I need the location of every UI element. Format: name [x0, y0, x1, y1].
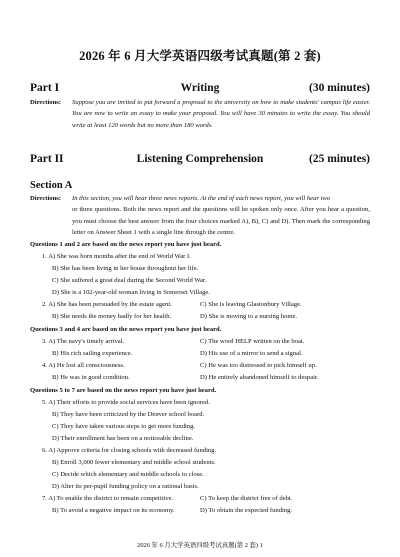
- q7-option-b: B) To avoid a negative impact on its economy.: [52, 507, 175, 514]
- q2-row-2: [30, 311, 392, 323]
- question-group-2-heading: Questions 3 and 4 are based on the news report you have just heard.: [30, 326, 222, 333]
- q1-option-b: B) She has been living in her house throughout her life.: [52, 265, 199, 272]
- part2-name: Listening Comprehension: [136, 153, 264, 165]
- q6-option-d: D) Alter its per-pupil funding policy on a rational basis.: [52, 483, 199, 490]
- q4-row-1: [30, 360, 382, 372]
- part1-directions: [30, 97, 370, 131]
- q2-option-a: 2. A) She has been persuaded by the estate agent.: [42, 301, 172, 308]
- q3-row-1: [30, 336, 382, 348]
- q5-option-d: D) Their enrollment has been on a noticeable decline.: [52, 435, 194, 442]
- q6-option-a: 6. A) Approve criteria for closing schools with decreased funding.: [42, 447, 217, 454]
- q1-option-d: D) She is a 102-year-old woman living in Somerset Village.: [52, 289, 210, 296]
- page-footer: 2026 年 6 月大学英语四级考试真题(第 2 套) 1: [137, 542, 263, 549]
- q2-option-d: D) She is moving to a nursing home.: [200, 313, 298, 320]
- section-a-label: Section A: [30, 180, 73, 191]
- document-title: 2026 年 6 月大学英语四级考试真题(第 2 套): [79, 49, 321, 63]
- q3-option-a: 3. A) The navy's timely arrival.: [42, 338, 125, 345]
- q1-option-c: C) She suffered a great deal during the Second World War.: [52, 277, 207, 284]
- q3-option-c: C) The word HELP written on the boat.: [200, 338, 305, 345]
- q6-option-b: B) Enroll 3,000 fewer elementary and middle school students.: [52, 459, 216, 466]
- part1-label: Part I: [30, 82, 60, 94]
- part1-time: (30 minutes): [308, 82, 370, 94]
- q2-row-1: [30, 299, 382, 311]
- question-group-1-heading: Questions 1 and 2 are based on the news report you have just heard.: [30, 241, 222, 248]
- q7-row-2: [30, 505, 392, 517]
- q7-option-a: 7. A) To enable the district to remain competitive.: [42, 495, 174, 502]
- part1-directions-text: Suppose you are invited to put forward a proposal to the university on how to make students' campus life easier. You are now to write an essay to make your proposal. You will have 30 minutes to write the essay. You should write at least 120 words but no more than 180 words.: [72, 99, 370, 129]
- q7-option-d: D) To obtain the expected funding.: [200, 507, 293, 514]
- q3-row-2: [30, 348, 392, 360]
- part2-label: Part II: [30, 153, 64, 165]
- q5-option-a: 5. A) Their efforts to provide social services have been ignored.: [42, 399, 210, 406]
- q2-option-b: B) She needs the money badly for her health.: [52, 313, 172, 320]
- part2-time: (25 minutes): [308, 153, 370, 165]
- section-a-directions-plain: or three questions. Both the news report and the questions will be spoken only once. After you hear a question, you must choose the best answer from the four choices marked A), B), C) and D). Then mark the corresponding letter on Answer Sheet 1 with a single line through the centre.: [72, 206, 370, 236]
- part1-name: Writing: [180, 82, 220, 94]
- section-a-directions: [30, 193, 370, 238]
- part1-directions-label: Directions:: [30, 99, 62, 106]
- q4-option-c: C) He was too distressed to pick himself up.: [200, 362, 317, 369]
- q6-option-c: C) Decide which elementary and middle schools to close.: [52, 471, 204, 478]
- q7-row-1: [30, 493, 382, 505]
- q4-option-b: B) He was in good condition.: [52, 374, 130, 381]
- q5-option-c: C) They have taken various steps to get more funding.: [52, 423, 196, 430]
- q4-option-a: 4. A) He lost all consciousness.: [42, 362, 125, 369]
- section-a-directions-label: Directions:: [30, 195, 62, 202]
- part2-header: [30, 153, 370, 167]
- q7-option-c: C) To keep the district free of debt.: [200, 495, 293, 502]
- q4-row-2: [30, 372, 392, 384]
- q2-option-c: C) She is leaving Glastonbury Village.: [200, 301, 302, 308]
- part1-header: [30, 82, 370, 96]
- q3-option-d: D) His use of a mirror to send a signal.: [200, 350, 303, 357]
- q4-option-d: D) He entirely abandoned himself to despair.: [200, 374, 319, 381]
- q3-option-b: B) His rich sailing experience.: [52, 350, 133, 357]
- question-group-3-heading: Questions 5 to 7 are based on the news report you have just heard.: [30, 387, 217, 394]
- q5-option-b: B) They have been criticized by the Denver school board.: [52, 411, 205, 418]
- section-a-directions-italic: In this section, you will hear three news reports. At the end of each news report, you will hear two: [72, 195, 331, 202]
- q1-option-a: 1. A) She was born months after the end of World War I.: [42, 253, 191, 260]
